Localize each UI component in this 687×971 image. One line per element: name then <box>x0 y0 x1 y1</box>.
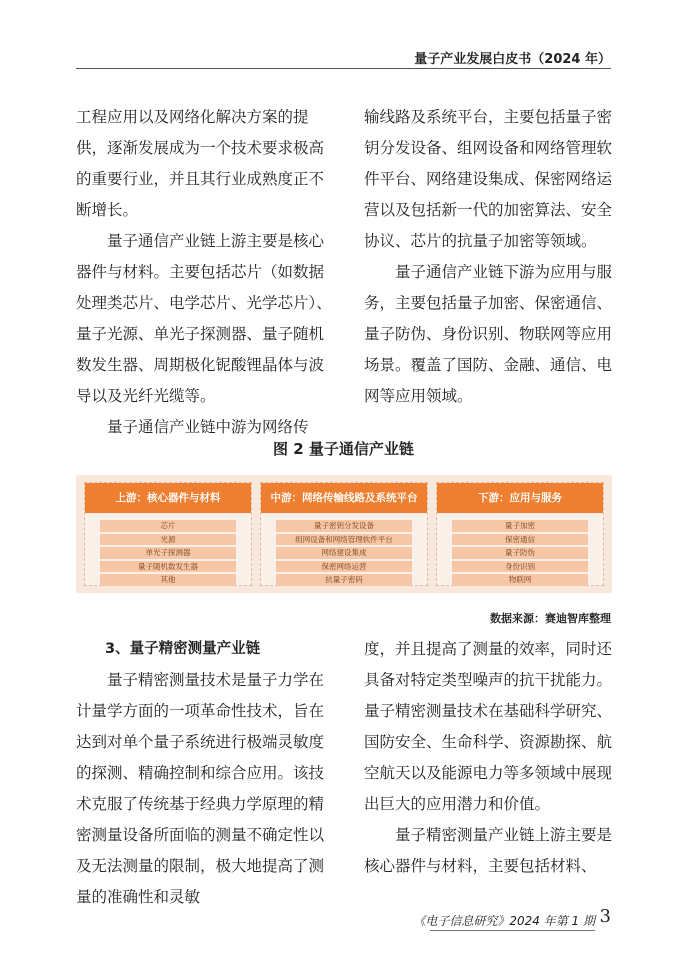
page-number: 3 <box>599 906 611 927</box>
left-column-bottom <box>76 634 334 913</box>
right-column-top <box>364 102 614 412</box>
footer-rule <box>430 930 595 931</box>
paragraph: 量子精密测量技术是量子力学在计量学方面的一项革命性技术，旨在达到对单个量子系统进行极端灵敏度的探测、精确控制和综合应用。该技术克服了传统基于经典力学原理的精密测量设备所面临的测量不确定性以及无法测量的限制，极大地提高了测量的准确性和灵敏 <box>76 671 325 906</box>
panel-item: 芯片 <box>100 520 236 532</box>
panel-title: 上游：核心器件与材料 <box>85 483 251 513</box>
panel-item: 量子防伪 <box>452 547 588 559</box>
industry-chain-diagram <box>76 475 612 593</box>
panel-item: 保密网络运营 <box>276 561 412 573</box>
panel-item: 网络建设集成 <box>276 547 412 559</box>
paragraph: 工程应用以及网络化解决方案的提供，逐渐发展成为一个技术要求极高的重要行业，并且其行业成熟度正不断增长。 <box>76 108 325 219</box>
panel-item: 组网设备和网络管理软件平台 <box>276 534 412 546</box>
panel-item: 其他 <box>100 574 236 586</box>
paragraph: 度，并且提高了测量的效率，同时还具备对特定类型噪声的抗干扰能力。量子精密测量技术在基础科学研究、国防安全、生命科学、资源勘探、航空航天以及能源电力等多领域中展现出巨大的应用潜力和价值。 <box>364 640 613 813</box>
paragraph: 量子通信产业链上游主要是核心器件与材料。主要包括芯片（如数据处理类芯片、电学芯片、光学芯片）、量子光源、单光子探测器、量子随机数发生器、周期极化铌酸锂晶体与波导以及光纤光缆等。 <box>76 232 332 405</box>
panel-item: 光源 <box>100 534 236 546</box>
panel-item: 物联网 <box>452 574 588 586</box>
panel-item: 抗量子密码 <box>276 574 412 586</box>
right-column-bottom <box>364 634 614 882</box>
figure-source: 数据来源：赛迪智库整理 <box>490 612 611 625</box>
panel-title: 中游：网络传输线路及系统平台 <box>261 483 427 513</box>
panel-title: 下游：应用与服务 <box>437 483 603 513</box>
figure-title: 图 2 量子通信产业链 <box>273 440 414 458</box>
section-heading: 3、量子精密测量产业链 <box>105 641 261 657</box>
downstream-panel <box>436 482 604 586</box>
paragraph: 量子精密测量产业链上游主要是核心器件与材料，主要包括材料、 <box>364 826 613 875</box>
running-header-title: 量子产业发展白皮书（2024 年） <box>414 52 611 67</box>
panel-item: 量子随机数发生器 <box>100 561 236 573</box>
panel-item: 保密通信 <box>452 534 588 546</box>
panel-item: 量子加密 <box>452 520 588 532</box>
paragraph: 输线路及系统平台，主要包括量子密钥分发设备、组网设备和网络管理软件平台、网络建设集成、保密网络运营以及包括新一代的加密算法、安全协议、芯片的抗量子加密等领域。 <box>364 108 613 250</box>
panel-item: 量子密钥分发设备 <box>276 520 412 532</box>
left-column-top <box>76 102 334 443</box>
journal-footer: 《电子信息研究》2024 年第 1 期 <box>413 914 595 928</box>
paragraph: 量子通信产业链中游为网络传 <box>107 418 309 436</box>
header-rule <box>76 68 611 69</box>
upstream-panel <box>84 482 252 586</box>
midstream-panel <box>260 482 428 586</box>
panel-item: 单光子探测器 <box>100 547 236 559</box>
panel-item: 身份识别 <box>452 561 588 573</box>
paragraph: 量子通信产业链下游为应用与服务，主要包括量子加密、保密通信、量子防伪、身份识别、物联网等应用场景。覆盖了国防、金融、通信、电网等应用领域。 <box>364 263 613 405</box>
